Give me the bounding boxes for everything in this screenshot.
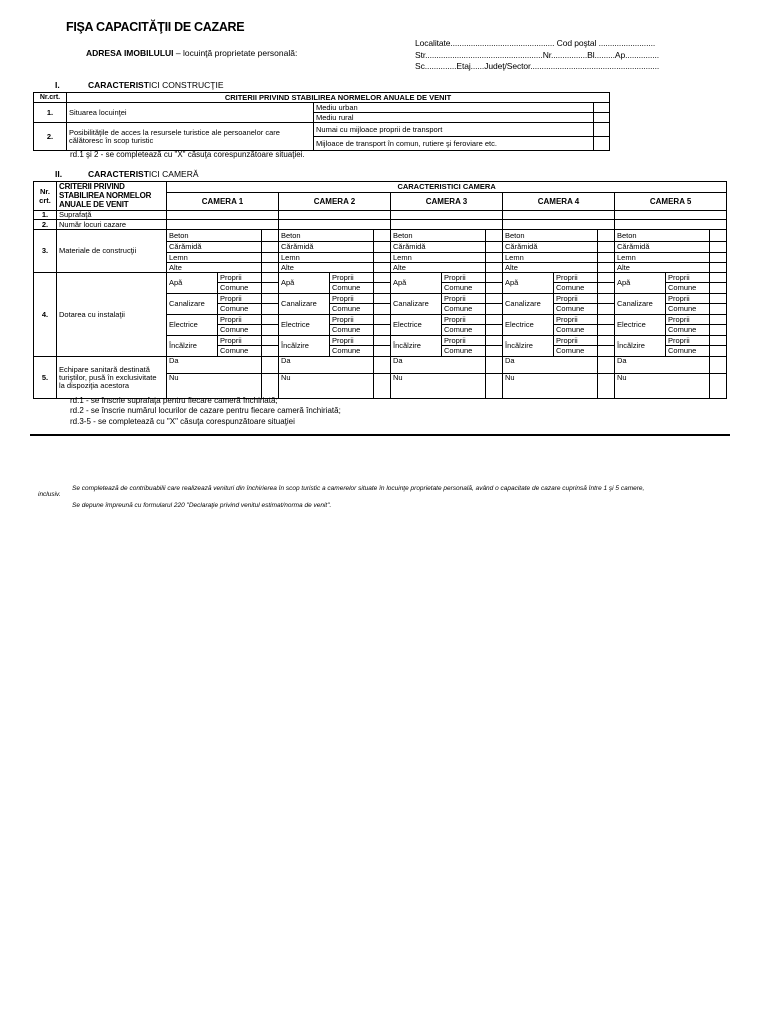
- camera-2-option-label: Cărămidă: [279, 242, 374, 253]
- camera-4-checkbox-cell: [598, 230, 615, 242]
- camera-4-checkbox-cell: [598, 336, 615, 346]
- footnote-line-1: Se completează de contribuabilii care realizează venituri din închirierea în scop turistic a camerelor situate în locuinţe proprietate personală, având o capacitate de cazare cuprinsă între 1 şi 5 camere,: [72, 485, 645, 492]
- camera-2-installation-label: Electrice: [279, 315, 330, 336]
- camera-4-ownership-label: Proprii: [554, 294, 598, 304]
- camera-1-checkbox-cell: [262, 304, 279, 315]
- row-number: 1.: [34, 211, 57, 220]
- camera-5-option-label: Nu: [615, 374, 710, 399]
- camera-5-checkbox-cell: [710, 357, 727, 374]
- checkbox-cell: [594, 137, 610, 151]
- camera-5-header: CAMERA 5: [615, 193, 727, 211]
- camera-5-option-label: Beton: [615, 230, 710, 242]
- camera-5-ownership-label: Comune: [666, 346, 710, 357]
- camera-1-checkbox-cell: [262, 336, 279, 346]
- camera-4-checkbox-cell: [598, 346, 615, 357]
- criterion-label: Număr locuri cazare: [57, 220, 167, 230]
- camera-3-ownership-label: Proprii: [442, 273, 486, 283]
- criteria-header: CRITERII PRIVIND STABILIREA NORMELOR ANUALE DE VENIT: [57, 182, 167, 211]
- camera-3-installation-label: Canalizare: [391, 294, 442, 315]
- camera-5-installation-label: Canalizare: [615, 294, 666, 315]
- camera-5-value-cell: [615, 220, 727, 230]
- camera-1-option-label: Da: [167, 357, 262, 374]
- camera-1-ownership-label: Comune: [218, 304, 262, 315]
- option-label: Numai cu mijloace proprii de transport: [314, 123, 594, 137]
- camera-4-ownership-label: Comune: [554, 283, 598, 294]
- camera-2-checkbox-cell: [374, 283, 391, 294]
- footnote-line-3: Se depune împreună cu formularul 220 "Declaraţie privind venitul estimat/norma de venit".: [72, 502, 332, 509]
- section-2-title: [88, 169, 199, 179]
- option-label: Mediu rural: [314, 113, 594, 123]
- horizontal-rule: [30, 434, 730, 436]
- camera-3-option-label: Da: [391, 357, 486, 374]
- section-2-number: II.: [55, 169, 63, 179]
- checkbox-cell: [594, 123, 610, 137]
- camera-2-checkbox-cell: [374, 336, 391, 346]
- criterion-label: Dotarea cu instalaţii: [57, 273, 167, 357]
- camera-1-option-label: Alte: [167, 263, 262, 273]
- camera-3-checkbox-cell: [486, 273, 503, 283]
- camera-5-ownership-label: Comune: [666, 304, 710, 315]
- camera-3-installation-label: Încălzire: [391, 336, 442, 357]
- camera-4-option-label: Lemn: [503, 253, 598, 263]
- camera-5-ownership-label: Proprii: [666, 336, 710, 346]
- camera-3-checkbox-cell: [486, 346, 503, 357]
- section-2-title-rest: ICI CAMERĂ: [148, 169, 199, 179]
- camera-1-header: CAMERA 1: [167, 193, 279, 211]
- section-2-note-row-2: rd.2 - se înscrie numărul locurilor de cazare pentru fiecare cameră închiriată;: [70, 406, 341, 415]
- address-label-bold: ADRESA IMOBILULUI: [86, 48, 174, 58]
- camera-2-option-label: Beton: [279, 230, 374, 242]
- camera-5-installation-label: Electrice: [615, 315, 666, 336]
- table-body: [34, 182, 727, 399]
- camera-1-installation-label: Electrice: [167, 315, 218, 336]
- camera-3-checkbox-cell: [486, 304, 503, 315]
- camera-2-installation-label: Apă: [279, 273, 330, 294]
- criterion-label: Posibilităţile de acces la resursele turistice ale persoanelor care călătoresc în scop turistic: [67, 123, 314, 151]
- camera-2-ownership-label: Comune: [330, 304, 374, 315]
- camera-4-checkbox-cell: [598, 315, 615, 325]
- camera-2-ownership-label: Proprii: [330, 294, 374, 304]
- camera-1-option-label: Lemn: [167, 253, 262, 263]
- camera-4-ownership-label: Proprii: [554, 315, 598, 325]
- camera-2-installation-label: Canalizare: [279, 294, 330, 315]
- criterion-label: Materiale de construcţii: [57, 230, 167, 273]
- camera-5-checkbox-cell: [710, 230, 727, 242]
- criteria-header: CRITERII PRIVIND STABILIREA NORMELOR ANUALE DE VENIT: [67, 93, 610, 103]
- camera-1-installation-label: Apă: [167, 273, 218, 294]
- camera-4-option-label: Beton: [503, 230, 598, 242]
- camera-3-checkbox-cell: [486, 336, 503, 346]
- table-row: [34, 211, 727, 220]
- camera-5-checkbox-cell: [710, 325, 727, 336]
- camera-1-option-label: Nu: [167, 374, 262, 399]
- camera-1-checkbox-cell: [262, 263, 279, 273]
- camera-3-ownership-label: Comune: [442, 283, 486, 294]
- camera-5-checkbox-cell: [710, 336, 727, 346]
- camera-1-checkbox-cell: [262, 253, 279, 263]
- camera-3-value-cell: [391, 220, 503, 230]
- camera-4-checkbox-cell: [598, 242, 615, 253]
- table-row: [34, 103, 610, 113]
- camera-5-option-label: Lemn: [615, 253, 710, 263]
- camera-1-ownership-label: Proprii: [218, 336, 262, 346]
- camera-1-value-cell: [167, 220, 279, 230]
- camera-1-ownership-label: Proprii: [218, 315, 262, 325]
- section-2-note-rows-3-5: rd.3-5 - se completează cu "X" căsuţa corespunzătoare situaţiei: [70, 417, 295, 426]
- camera-1-checkbox-cell: [262, 315, 279, 325]
- camera-1-option-label: Beton: [167, 230, 262, 242]
- camera-2-installation-label: Încălzire: [279, 336, 330, 357]
- camera-5-option-label: Alte: [615, 263, 710, 273]
- camera-2-option-label: Alte: [279, 263, 374, 273]
- camera-3-checkbox-cell: [486, 230, 503, 242]
- camera-5-checkbox-cell: [710, 374, 727, 399]
- camera-1-checkbox-cell: [262, 273, 279, 283]
- section-1-title-bold: CARACTERIST: [88, 80, 149, 90]
- camera-4-option-label: Nu: [503, 374, 598, 399]
- camera-2-value-cell: [279, 211, 391, 220]
- camera-2-option-label: Da: [279, 357, 374, 374]
- camera-2-ownership-label: Comune: [330, 283, 374, 294]
- camera-4-checkbox-cell: [598, 374, 615, 399]
- camera-3-ownership-label: Comune: [442, 304, 486, 315]
- section-1-title-rest: ICI CONSTRUCŢIE: [148, 80, 224, 90]
- camera-3-installation-label: Apă: [391, 273, 442, 294]
- camera-2-checkbox-cell: [374, 253, 391, 263]
- camera-3-checkbox-cell: [486, 242, 503, 253]
- camera-2-checkbox-cell: [374, 325, 391, 336]
- camera-3-ownership-label: Proprii: [442, 336, 486, 346]
- address-line-locality: Localitate.............................................. Cod poştal .........................: [415, 38, 656, 48]
- criterion-label: Echipare sanitară destinată turiştilor, pusă în exclusivitate la dispoziţia acestora: [57, 357, 167, 399]
- camera-4-checkbox-cell: [598, 294, 615, 304]
- header-row: [34, 182, 727, 193]
- camera-4-installation-label: Electrice: [503, 315, 554, 336]
- camera-3-ownership-label: Proprii: [442, 294, 486, 304]
- camera-2-checkbox-cell: [374, 294, 391, 304]
- camera-4-option-label: Cărămidă: [503, 242, 598, 253]
- camera-1-checkbox-cell: [262, 325, 279, 336]
- camera-3-checkbox-cell: [486, 315, 503, 325]
- row-number: 3.: [34, 230, 57, 273]
- camera-2-option-label: Nu: [279, 374, 374, 399]
- form-title: FIŞA CAPACITĂŢII DE CAZARE: [66, 20, 245, 34]
- camera-2-ownership-label: Proprii: [330, 315, 374, 325]
- camera-4-option-label: Alte: [503, 263, 598, 273]
- camera-1-ownership-label: Comune: [218, 283, 262, 294]
- camera-4-installation-label: Canalizare: [503, 294, 554, 315]
- table-row: [34, 357, 727, 374]
- room-characteristics-header: CARACTERISTICI CAMERA: [167, 182, 727, 193]
- camera-4-checkbox-cell: [598, 253, 615, 263]
- camera-4-ownership-label: Comune: [554, 304, 598, 315]
- address-line-street: Str....................................................Nr................Bl.........Ap...............: [415, 50, 660, 60]
- camera-3-ownership-label: Comune: [442, 325, 486, 336]
- camera-1-checkbox-cell: [262, 357, 279, 374]
- camera-3-ownership-label: Comune: [442, 346, 486, 357]
- table-row: [34, 230, 727, 242]
- camera-4-ownership-label: Comune: [554, 325, 598, 336]
- camera-2-ownership-label: Comune: [330, 325, 374, 336]
- nr-crt-header: Nr.crt.: [34, 93, 67, 103]
- camera-4-installation-label: Apă: [503, 273, 554, 294]
- camera-4-checkbox-cell: [598, 273, 615, 283]
- camera-2-checkbox-cell: [374, 230, 391, 242]
- camera-4-ownership-label: Comune: [554, 346, 598, 357]
- criterion-label: Situarea locuinţei: [67, 103, 314, 123]
- camera-3-option-label: Lemn: [391, 253, 486, 263]
- camera-1-checkbox-cell: [262, 346, 279, 357]
- option-label: Mediu urban: [314, 103, 594, 113]
- camera-2-checkbox-cell: [374, 346, 391, 357]
- camera-2-value-cell: [279, 220, 391, 230]
- camera-4-header: CAMERA 4: [503, 193, 615, 211]
- row-number: 4.: [34, 273, 57, 357]
- camera-1-checkbox-cell: [262, 230, 279, 242]
- camera-1-ownership-label: Comune: [218, 325, 262, 336]
- camera-3-checkbox-cell: [486, 357, 503, 374]
- camera-5-ownership-label: Proprii: [666, 273, 710, 283]
- camera-3-checkbox-cell: [486, 253, 503, 263]
- camera-5-checkbox-cell: [710, 283, 727, 294]
- camera-1-checkbox-cell: [262, 283, 279, 294]
- camera-3-checkbox-cell: [486, 294, 503, 304]
- camera-1-installation-label: Canalizare: [167, 294, 218, 315]
- section-2-title-bold: CARACTERIST: [88, 169, 149, 179]
- camera-1-value-cell: [167, 211, 279, 220]
- room-characteristics-table: [33, 181, 727, 399]
- row-number: 1.: [34, 103, 67, 123]
- camera-2-ownership-label: Proprii: [330, 336, 374, 346]
- option-label: Mijloace de transport în comun, rutiere şi feroviare etc.: [314, 137, 594, 151]
- footnote-line-2: inclusiv.: [38, 491, 61, 498]
- camera-2-checkbox-cell: [374, 263, 391, 273]
- camera-4-ownership-label: Proprii: [554, 336, 598, 346]
- camera-3-option-label: Beton: [391, 230, 486, 242]
- camera-5-checkbox-cell: [710, 263, 727, 273]
- camera-5-checkbox-cell: [710, 273, 727, 283]
- section-1-number: I.: [55, 80, 60, 90]
- table-body: [34, 93, 610, 151]
- camera-1-ownership-label: Proprii: [218, 294, 262, 304]
- camera-3-installation-label: Electrice: [391, 315, 442, 336]
- camera-5-installation-label: Încălzire: [615, 336, 666, 357]
- camera-5-checkbox-cell: [710, 294, 727, 304]
- camera-5-ownership-label: Proprii: [666, 294, 710, 304]
- camera-4-checkbox-cell: [598, 304, 615, 315]
- camera-1-option-label: Cărămidă: [167, 242, 262, 253]
- camera-5-checkbox-cell: [710, 346, 727, 357]
- camera-5-checkbox-cell: [710, 253, 727, 263]
- section-2-note-row-1: rd.1 - se înscrie suprafaţa pentru fiecare cameră închiriată;: [70, 396, 278, 405]
- camera-1-checkbox-cell: [262, 242, 279, 253]
- camera-3-checkbox-cell: [486, 263, 503, 273]
- camera-2-header: CAMERA 2: [279, 193, 391, 211]
- camera-4-value-cell: [503, 220, 615, 230]
- camera-2-checkbox-cell: [374, 374, 391, 399]
- camera-5-ownership-label: Comune: [666, 283, 710, 294]
- camera-5-checkbox-cell: [710, 315, 727, 325]
- camera-1-installation-label: Încălzire: [167, 336, 218, 357]
- camera-1-ownership-label: Proprii: [218, 273, 262, 283]
- camera-5-option-label: Da: [615, 357, 710, 374]
- camera-2-checkbox-cell: [374, 357, 391, 374]
- camera-3-checkbox-cell: [486, 374, 503, 399]
- camera-4-checkbox-cell: [598, 263, 615, 273]
- row-number: 5.: [34, 357, 57, 399]
- camera-3-checkbox-cell: [486, 283, 503, 294]
- camera-4-option-label: Da: [503, 357, 598, 374]
- camera-3-option-label: Nu: [391, 374, 486, 399]
- camera-1-checkbox-cell: [262, 374, 279, 399]
- criterion-label: Suprafaţă: [57, 211, 167, 220]
- camera-2-checkbox-cell: [374, 315, 391, 325]
- header-row: [34, 93, 610, 103]
- nr-crt-header: Nr. crt.: [34, 182, 57, 211]
- checkbox-cell: [594, 103, 610, 113]
- camera-5-installation-label: Apă: [615, 273, 666, 294]
- camera-2-ownership-label: Comune: [330, 346, 374, 357]
- address-line-county: Sc..............Etaj......Judeţ/Sector.........................................................: [415, 61, 660, 71]
- table-row: [34, 273, 727, 283]
- camera-3-checkbox-cell: [486, 325, 503, 336]
- camera-3-ownership-label: Proprii: [442, 315, 486, 325]
- camera-1-ownership-label: Comune: [218, 346, 262, 357]
- table-row: [34, 220, 727, 230]
- camera-4-installation-label: Încălzire: [503, 336, 554, 357]
- camera-5-value-cell: [615, 211, 727, 220]
- table-row: [34, 123, 610, 137]
- row-number: 2.: [34, 123, 67, 151]
- camera-5-ownership-label: Comune: [666, 325, 710, 336]
- camera-2-option-label: Lemn: [279, 253, 374, 263]
- camera-5-checkbox-cell: [710, 304, 727, 315]
- camera-4-value-cell: [503, 211, 615, 220]
- camera-4-checkbox-cell: [598, 325, 615, 336]
- camera-1-checkbox-cell: [262, 294, 279, 304]
- property-address-label: [86, 48, 297, 58]
- camera-3-header: CAMERA 3: [391, 193, 503, 211]
- section-1-note: rd.1 şi 2 - se completează cu "X" căsuţa corespunzătoare situaţiei.: [70, 150, 305, 159]
- camera-4-checkbox-cell: [598, 357, 615, 374]
- camera-3-option-label: Cărămidă: [391, 242, 486, 253]
- camera-2-checkbox-cell: [374, 273, 391, 283]
- camera-5-checkbox-cell: [710, 242, 727, 253]
- camera-5-ownership-label: Proprii: [666, 315, 710, 325]
- camera-2-checkbox-cell: [374, 304, 391, 315]
- camera-5-option-label: Cărămidă: [615, 242, 710, 253]
- camera-4-ownership-label: Proprii: [554, 273, 598, 283]
- camera-3-option-label: Alte: [391, 263, 486, 273]
- camera-2-checkbox-cell: [374, 242, 391, 253]
- camera-3-value-cell: [391, 211, 503, 220]
- checkbox-cell: [594, 113, 610, 123]
- camera-2-ownership-label: Proprii: [330, 273, 374, 283]
- construction-characteristics-table: [33, 92, 610, 151]
- address-label-rest: – locuinţă proprietate personală:: [173, 48, 298, 58]
- camera-4-checkbox-cell: [598, 283, 615, 294]
- section-1-title: [88, 80, 224, 90]
- row-number: 2.: [34, 220, 57, 230]
